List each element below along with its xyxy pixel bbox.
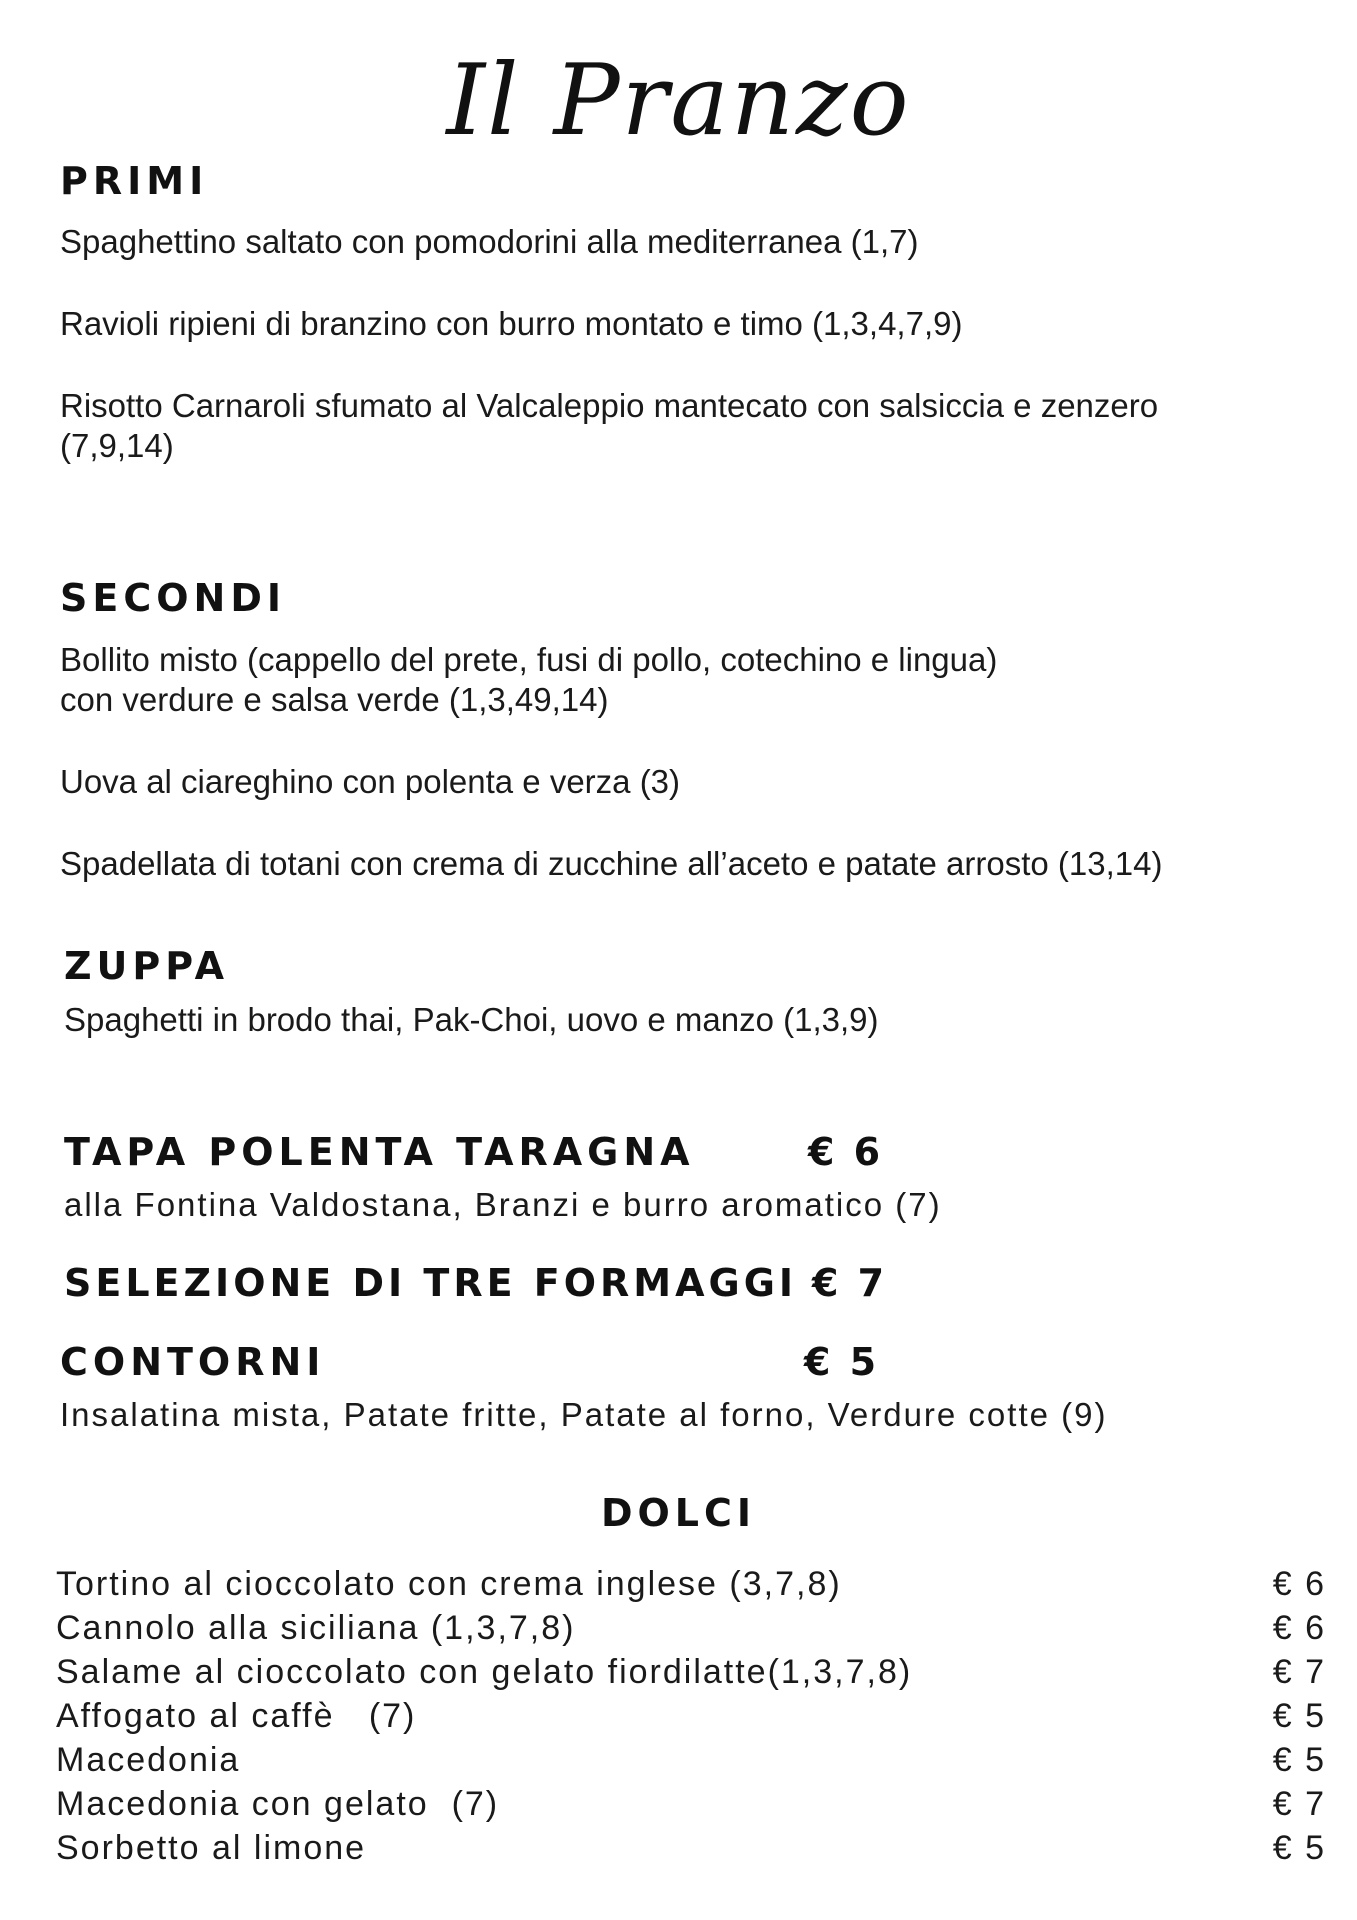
section-heading-dolci: DOLCI [600,1491,757,1535]
tapa-description: alla Fontina Valdostana, Branzi e burro aromatico (7) [64,1186,942,1223]
dolci-item-name: Salame al cioccolato con gelato fiordilatte(1,3,7,8) [56,1653,913,1691]
dolci-item-price: € 5 [1272,1697,1326,1735]
section-heading-tapa: TAPA POLENTA TARAGNA [64,1130,695,1174]
primi-item: Spaghettino saltato con pomodorini alla mediterranea (1,7) [60,223,919,260]
dolci-item [56,1782,1326,1826]
section-heading-zuppa: ZUPPA [64,944,230,988]
dolci-item-price: € 6 [1272,1565,1326,1603]
dolci-item [56,1738,1326,1782]
dolci-item-name: Macedonia [56,1741,241,1779]
dolci-item [56,1562,1326,1606]
dolci-item-name: Macedonia con gelato (7) [56,1785,500,1823]
formaggi-price: € 7 [812,1261,888,1305]
section-heading-contorni: CONTORNI [60,1340,326,1384]
dolci-item-price: € 7 [1272,1785,1326,1823]
zuppa-item: Spaghetti in brodo thai, Pak-Choi, uovo e manzo (1,3,9) [64,1001,879,1038]
dolci-item-price: € 6 [1272,1609,1326,1647]
section-heading-primi: PRIMI [60,159,209,203]
dolci-item [56,1606,1326,1650]
primi-item-continuation: (7,9,14) [60,427,174,464]
primi-item: Risotto Carnaroli sfumato al Valcaleppio mantecato con salsiccia e zenzero [60,387,1159,424]
dolci-item [56,1694,1326,1738]
secondi-item: Uova al ciareghino con polenta e verza (3) [60,763,681,800]
dolci-item-name: Affogato al caffè (7) [56,1697,417,1735]
page-title: Il Pranzo [446,44,911,158]
secondi-item-continuation: con verdure e salsa verde (1,3,49,14) [60,681,609,718]
dolci-item [56,1650,1326,1694]
dolci-item-name: Cannolo alla siciliana (1,3,7,8) [56,1609,576,1647]
dolci-item-price: € 5 [1272,1829,1326,1867]
section-heading-secondi: SECONDI [60,576,287,620]
dolci-item [56,1826,1326,1870]
tapa-price: € 6 [808,1130,884,1174]
primi-item: Ravioli ripieni di branzino con burro montato e timo (1,3,4,7,9) [60,305,963,342]
contorni-description: Insalatina mista, Patate fritte, Patate al forno, Verdure cotte (9) [60,1396,1108,1433]
secondi-item: Bollito misto (cappello del prete, fusi di pollo, cotechino e lingua) [60,641,998,678]
section-heading-formaggi: SELEZIONE DI TRE FORMAGGI [64,1261,798,1305]
secondi-item: Spadellata di totani con crema di zucchine all’aceto e patate arrosto (13,14) [60,845,1163,882]
dolci-item-price: € 5 [1272,1741,1326,1779]
contorni-price: € 5 [804,1340,880,1384]
dolci-item-price: € 7 [1272,1653,1326,1691]
dolci-item-name: Tortino al cioccolato con crema inglese (3,7,8) [56,1565,842,1603]
dolci-item-name: Sorbetto al limone [56,1829,367,1867]
